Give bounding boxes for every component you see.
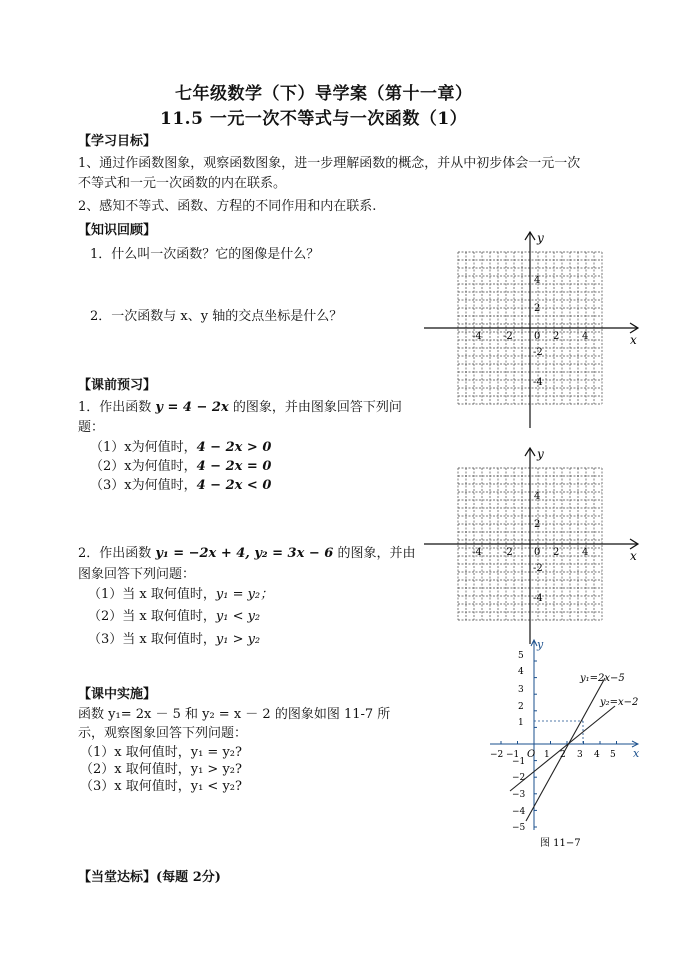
target-heading <box>78 866 221 885</box>
figure-y-label: y <box>537 638 544 651</box>
preview-heading: 【课前预习】 <box>78 378 157 393</box>
classwork-line-1: 函数 y₁= 2x － 5 和 y₂ = x － 2 的图象如图 11-7 所 <box>78 707 391 722</box>
y-tick-label: 4 <box>534 275 541 286</box>
origin-label: 0 <box>534 331 541 342</box>
coordinate-grid-2 <box>420 444 650 646</box>
classwork-line-2: 示，观察图象回答下列问题： <box>78 726 248 741</box>
preview-problem-1-item-2 <box>90 455 271 474</box>
figure-axes <box>490 640 638 830</box>
figure-y-tick: −5 <box>512 823 526 833</box>
coordinate-grid-1 <box>420 228 650 430</box>
preview-problem-1 <box>78 396 402 415</box>
item-expression: y₁ > y₂ <box>215 632 261 647</box>
item-label: （3）当 x 取何值时， <box>88 632 216 647</box>
preview-problem-2-item-2 <box>88 605 260 624</box>
figure-11-7 <box>478 634 648 854</box>
item-expression: y₁ < y₂ <box>215 609 261 624</box>
axes <box>424 232 638 428</box>
figure-x-tick: −2 <box>490 750 504 760</box>
review-question-1: 1．什么叫一次函数？它的图像是什么？ <box>90 247 320 262</box>
x-tick-label: 2 <box>553 547 560 558</box>
figure-y-tick: −3 <box>512 790 526 800</box>
item-expression: 4 − 2x < 0 <box>196 478 272 493</box>
preview-problem-2-intro: 2．作出函数 <box>78 546 152 561</box>
objective-1-line-2: 不等式和一元一次函数的内在联系。 <box>78 176 287 191</box>
preview-problem-2-item-1 <box>88 583 273 602</box>
y-tick-label: -2 <box>533 563 543 574</box>
figure-x-tick: 5 <box>610 750 616 760</box>
item-label: （2）x为何值时， <box>90 459 197 474</box>
item-label: （1）当 x 取何值时， <box>88 587 216 602</box>
figure-x-tick: 1 <box>544 750 550 760</box>
figure-x-label: x <box>633 747 640 760</box>
y-axis-label: y <box>537 231 544 245</box>
x-tick-label: -4 <box>472 331 482 342</box>
origin-label: 0 <box>534 547 541 558</box>
y-tick-label: -2 <box>533 347 543 358</box>
preview-problem-2-item-3 <box>88 628 260 647</box>
figure-y-tick: 5 <box>518 651 524 661</box>
line-y2-label: y₂=x−2 <box>600 697 639 708</box>
axes <box>424 448 638 644</box>
figure-y-tick: −2 <box>512 773 526 783</box>
figure-y-tick: −1 <box>512 757 526 767</box>
review-question-2: 2．一次函数与 x、y 轴的交点坐标是什么？ <box>90 309 343 324</box>
preview-problem-1-prompt: 的图象，并由图象回答下列问 <box>232 400 402 415</box>
x-tick-label: -2 <box>503 547 513 558</box>
review-heading: 【知识回顾】 <box>78 223 157 238</box>
item-expression: 4 − 2x = 0 <box>196 459 272 474</box>
preview-problem-2-functions: y₁ = −2x + 4, y₂ = 3x − 6 <box>155 546 334 561</box>
y-tick-label: -4 <box>533 377 543 388</box>
figure-x-tick: 4 <box>594 750 600 760</box>
classwork-heading: 【课中实施】 <box>78 687 157 702</box>
figure-origin-label: O <box>527 749 536 760</box>
preview-problem-1-function: y = 4 − 2x <box>155 400 229 415</box>
x-axis-label: x <box>630 333 637 347</box>
figure-x-tick: −1 <box>506 750 520 760</box>
preview-problem-1-item-3 <box>90 474 271 493</box>
classwork-item-2: （2）x 取何值时，y₁ > y₂? <box>80 762 242 777</box>
preview-problem-2-prompt: 的图象，并由 <box>337 546 416 561</box>
page-subtitle: 11.5 一元一次不等式与一次函数（1） <box>160 109 468 129</box>
figure-y-tick: 4 <box>518 667 524 677</box>
objective-1-line-1: 1、通过作函数图象，观察函数图象，进一步理解函数的概念，并从中初步体会一元一次 <box>78 156 581 171</box>
line-y2 <box>510 706 615 791</box>
x-tick-label: 4 <box>582 547 589 558</box>
x-tick-label: 2 <box>553 331 560 342</box>
preview-problem-1-intro: 1．作出函数 <box>78 400 152 415</box>
objective-2: 2、感知不等式、函数、方程的不同作用和内在联系. <box>78 199 377 214</box>
objectives-heading: 【学习目标】 <box>78 134 157 149</box>
y-tick-label: 4 <box>534 491 541 502</box>
item-label: （2）当 x 取何值时， <box>88 609 216 624</box>
preview-problem-1-item-1 <box>90 436 271 455</box>
x-tick-label: 4 <box>582 331 589 342</box>
target-heading-note: (每题 2分) <box>156 870 221 885</box>
target-heading-label: 【当堂达标】 <box>78 870 157 885</box>
x-axis-label: x <box>630 549 637 563</box>
y-tick-label: -4 <box>533 593 543 604</box>
x-tick-label: -2 <box>503 331 513 342</box>
line-y1-label: y₁=2x−5 <box>580 673 625 684</box>
preview-problem-1-line-2: 题： <box>78 420 105 435</box>
preview-problem-2-line-2: 图象回答下列问题： <box>78 567 196 582</box>
classwork-item-3: （3）x 取何值时，y₁ < y₂? <box>80 779 242 794</box>
figure-y-tick: 1 <box>518 718 524 728</box>
y-tick-label: 2 <box>534 519 541 530</box>
item-label: （3）x为何值时， <box>90 478 197 493</box>
figure-x-tick: 2 <box>560 750 566 760</box>
figure-y-tick: 2 <box>518 702 524 712</box>
figure-y-tick: 3 <box>518 685 524 695</box>
figure-y-tick: −4 <box>512 807 526 817</box>
figure-caption: 图 11−7 <box>540 838 581 849</box>
item-expression: y₁ = y₂； <box>215 587 274 602</box>
page-title: 七年级数学（下）导学案（第十一章） <box>175 84 473 104</box>
item-expression: 4 − 2x > 0 <box>196 440 272 455</box>
classwork-item-1: （1）x 取何值时，y₁ = y₂? <box>80 745 242 760</box>
preview-problem-2 <box>78 542 415 561</box>
x-tick-label: -4 <box>472 547 482 558</box>
figure-x-tick: 3 <box>577 750 583 760</box>
y-axis-label: y <box>537 447 544 461</box>
y-tick-label: 2 <box>534 303 541 314</box>
item-label: （1）x为何值时， <box>90 440 197 455</box>
